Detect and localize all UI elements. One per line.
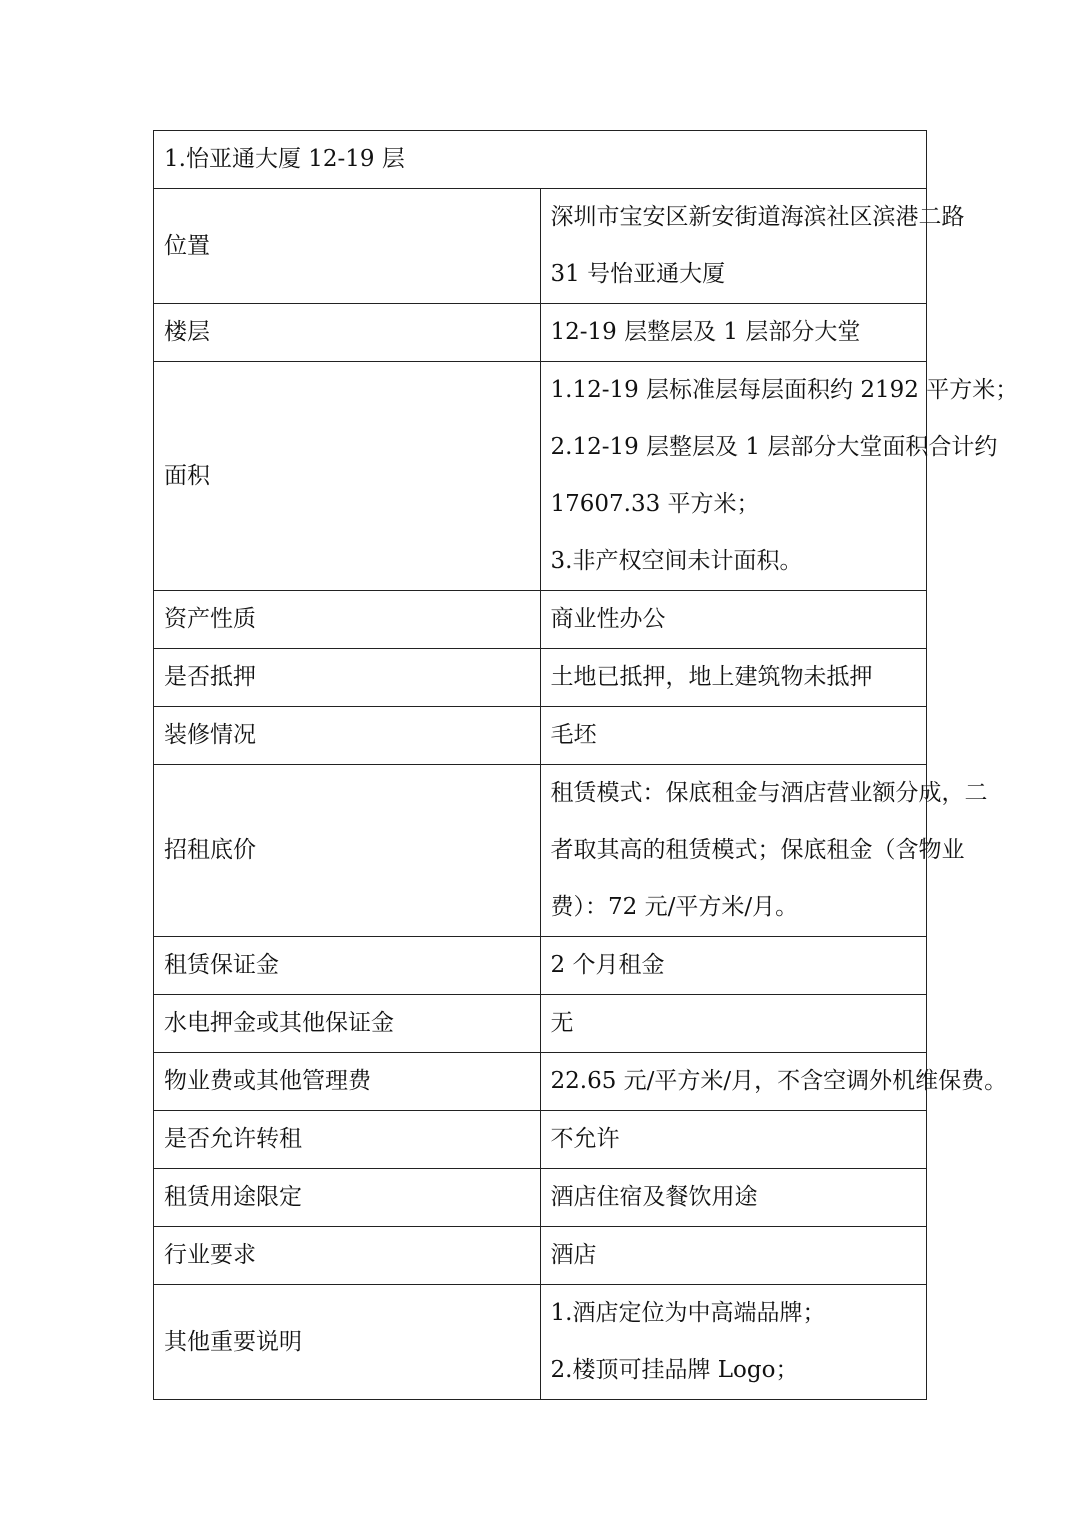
title-row [154,131,927,189]
table-row [154,1053,927,1111]
property-info-body [154,131,1019,1400]
row-label: 招租底价 [154,765,541,937]
value-line: 者取其高的租赁模式；保底租金（含物业 [550,837,965,863]
row-label: 资产性质 [154,591,541,649]
row-value [540,1285,927,1400]
table-row [154,937,927,995]
value-line: 酒店 [550,1242,597,1268]
row-label: 楼层 [154,304,541,362]
table-row [154,1169,927,1227]
row-label: 其他重要说明 [154,1285,541,1400]
value-line: 17607.33 平方米； [550,491,760,517]
row-label: 水电押金或其他保证金 [154,995,541,1053]
row-value [540,995,927,1053]
table-row [154,591,927,649]
table-row [154,649,927,707]
row-value [540,649,927,707]
value-line: 商业性办公 [550,606,666,632]
value-line: 1.酒店定位为中高端品牌； [550,1300,826,1326]
value-line: 2 个月租金 [550,952,665,978]
row-value [540,1227,927,1285]
row-value [540,765,988,937]
row-label: 面积 [154,362,541,591]
value-line: 无 [550,1010,574,1036]
value-line: 22.65 元/平方米/月，不含空调外机维保费。 [550,1068,1008,1094]
row-label: 是否允许转租 [154,1111,541,1169]
table-row [154,995,927,1053]
row-label: 租赁用途限定 [154,1169,541,1227]
table-row [154,707,927,765]
value-line: 1.12-19 层标准层每层面积约 2192 平方米； [550,377,1019,403]
row-value [540,304,927,362]
row-label: 装修情况 [154,707,541,765]
value-line: 毛坯 [550,722,597,748]
value-line: 不允许 [550,1126,620,1152]
row-label: 是否抵押 [154,649,541,707]
value-line: 31 号怡亚通大厦 [550,261,726,287]
row-value [540,1111,927,1169]
row-value [540,362,1019,591]
row-label: 行业要求 [154,1227,541,1285]
row-value [540,937,927,995]
row-label: 租赁保证金 [154,937,541,995]
value-line: 2.楼顶可挂品牌 Logo； [550,1357,799,1383]
row-value [540,707,927,765]
row-label: 位置 [154,189,541,304]
table-row [154,1111,927,1169]
table-row [154,1227,927,1285]
value-line: 12-19 层整层及 1 层部分大堂 [550,319,861,345]
property-title: 1.怡亚通大厦 12-19 层 [154,131,927,189]
table-row [154,1285,927,1400]
row-value [540,1169,927,1227]
property-info-table [153,130,1019,1400]
table-row [154,189,927,304]
table-row [154,765,927,937]
value-line: 租赁模式：保底租金与酒店营业额分成，二 [550,780,988,806]
row-value [540,591,927,649]
row-value [540,1053,1008,1111]
table-row [154,362,927,591]
row-label: 物业费或其他管理费 [154,1053,541,1111]
value-line: 深圳市宝安区新安街道海滨社区滨港二路 [550,204,965,230]
value-line: 3.非产权空间未计面积。 [550,548,803,574]
table-row [154,304,927,362]
value-line: 费）：72 元/平方米/月。 [550,894,799,920]
value-line: 酒店住宿及餐饮用途 [550,1184,758,1210]
value-line: 2.12-19 层整层及 1 层部分大堂面积合计约 [550,434,998,460]
value-line: 土地已抵押，地上建筑物未抵押 [550,664,873,690]
row-value [540,189,965,304]
